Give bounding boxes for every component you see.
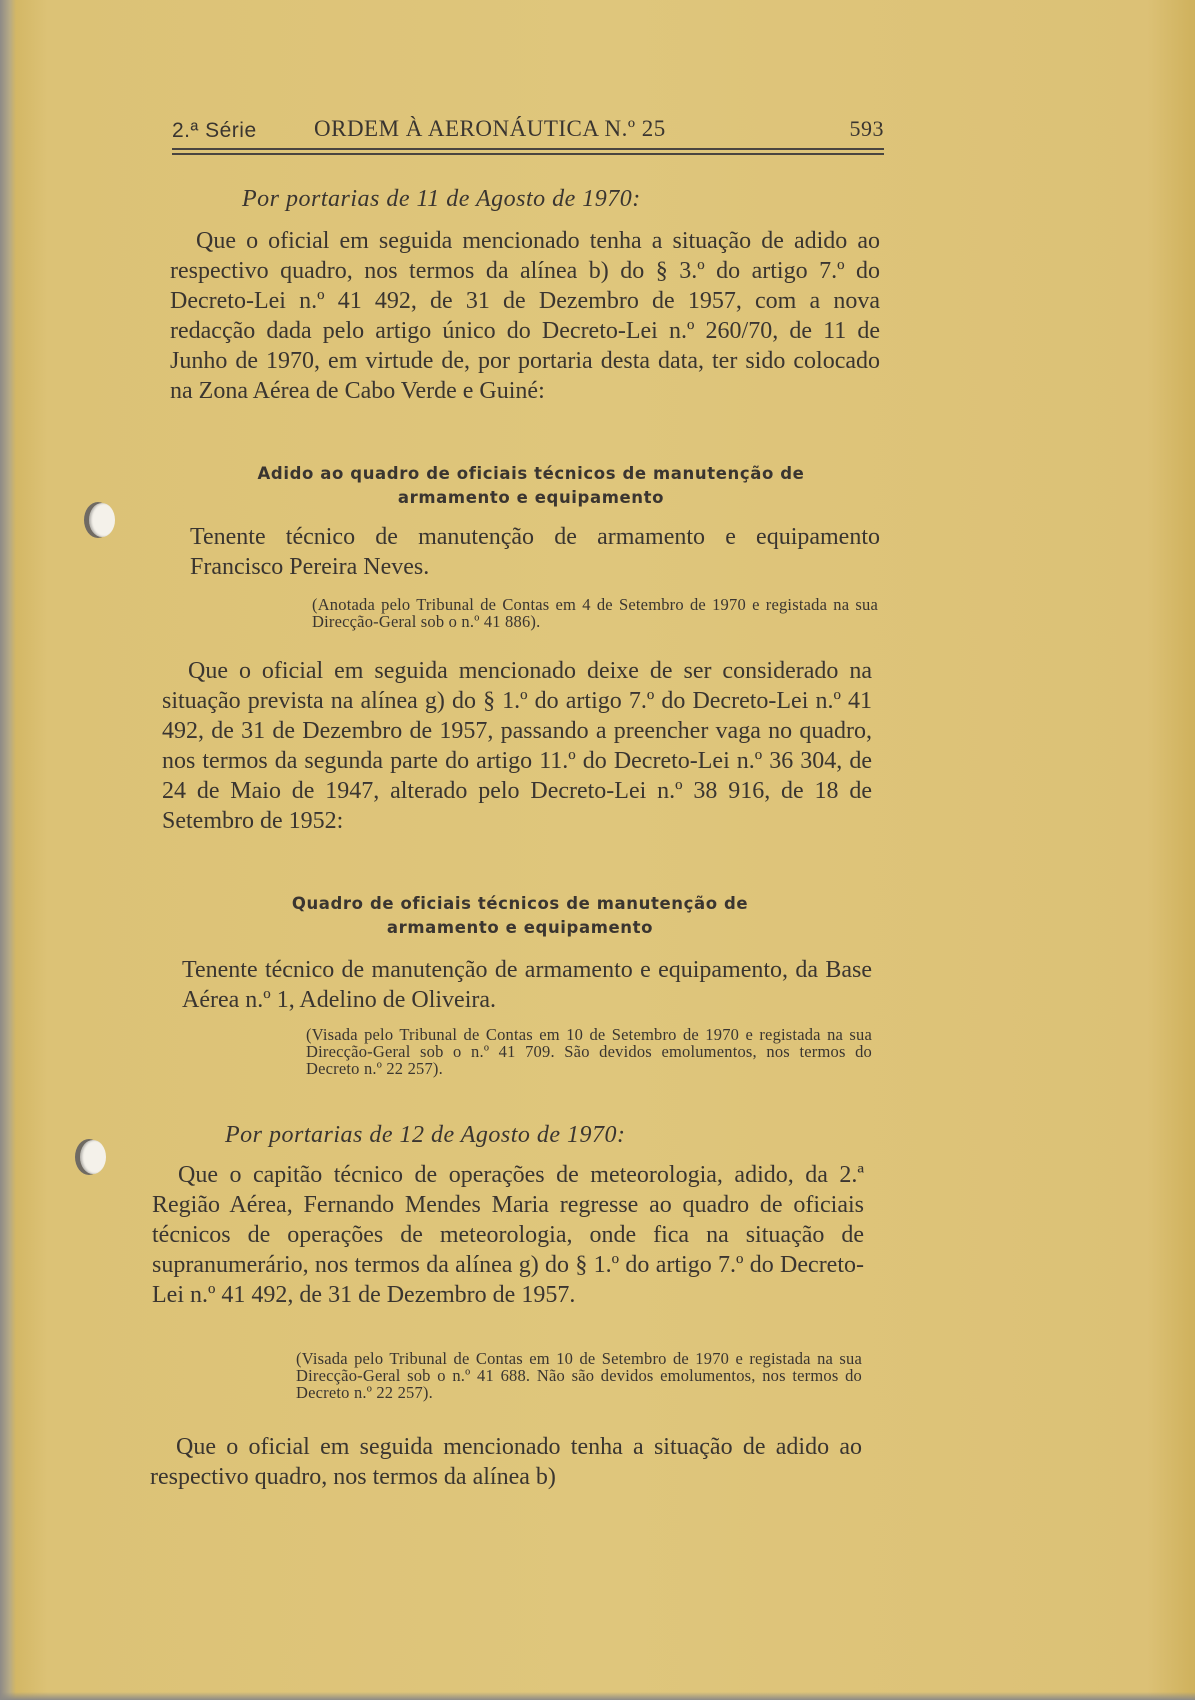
punch-hole xyxy=(89,503,115,537)
paragraph-text: Que o oficial em seguida mencionado deixe de ser considerado na situação prevista na alínea g) do § 1.º do artigo 7.º do Decreto-Lei n.º 41 492, de 31 de Dezembro de 1957, passando a preencher vaga no quadro, nos termos da segunda parte do artigo 11.º do Decreto-Lei n.º 36 304, de 24 de Maio de 1947, alterado pelo Decreto-Lei n.º 38 916, de 18 de Setembro de 1952: xyxy=(162,658,872,834)
entry-block xyxy=(190,522,880,582)
header-rule xyxy=(172,148,884,150)
section-intro: Por portarias de 12 de Agosto de 1970: xyxy=(225,1122,626,1148)
registration-note: (Anotada pelo Tribunal de Contas em 4 de Setembro de 1970 e registada na sua Direcção-Geral sob o n.º 41 886). xyxy=(312,595,878,631)
section-heading: Quadro de oficiais técnicos de manutenção de armamento e equipamento xyxy=(291,894,749,937)
section-paragraph xyxy=(170,226,880,406)
section-paragraph xyxy=(152,1160,864,1310)
registration-note: (Visada pelo Tribunal de Contas em 10 de Setembro de 1970 e registada na sua Direcção-Geral sob o n.º 41 709. São devidos emolumentos, nos termos do Decreto n.º 22 257). xyxy=(306,1025,872,1078)
entry-text: Tenente técnico de manutenção de armamento e equipamento Francisco Pereira Neves. xyxy=(190,524,880,580)
section-intro: Por portarias de 11 de Agosto de 1970: xyxy=(242,186,641,212)
section-paragraph xyxy=(150,1432,862,1492)
series-label: 2.ª Série xyxy=(172,119,257,142)
header-rule xyxy=(172,153,884,155)
entry-text: Tenente técnico de manutenção de armamento e equipamento, da Base Aérea n.º 1, Adelino de Oliveira. xyxy=(182,957,872,1013)
publication-title: ORDEM À AERONÁUTICA N.º 25 xyxy=(314,116,666,141)
page-header xyxy=(172,112,884,162)
paragraph-text: Que o oficial em seguida mencionado tenha a situação de adido ao respectivo quadro, nos termos da alínea b) xyxy=(150,1434,862,1490)
registration-note: (Visada pelo Tribunal de Contas em 10 de Setembro de 1970 e registada na sua Direcção-Geral sob o n.º 41 688. Não são devidos emolumentos, nos termos do Decreto n.º 22 257). xyxy=(296,1349,862,1402)
page-number: 593 xyxy=(849,116,884,141)
paragraph-text: Que o capitão técnico de operações de meteorologia, adido, da 2.ª Região Aérea, Fernando Mendes Maria regresse ao quadro de oficiais técnicos de operações de meteorologia, onde fica na situação de supranumerário, nos termos da alínea g) do § 1.º do artigo 7.º do Decreto-Lei n.º 41 492, de 31 de Dezembro de 1957. xyxy=(152,1162,864,1308)
section-heading: Adido ao quadro de oficiais técnicos de manutenção de armamento e equipamento xyxy=(257,464,805,507)
entry-block xyxy=(182,955,872,1015)
section-paragraph xyxy=(162,656,872,836)
paragraph-text: Que o oficial em seguida mencionado tenha a situação de adido ao respectivo quadro, nos termos da alínea b) do § 3.º do artigo 7.º do Decreto-Lei n.º 41 492, de 31 de Dezembro de 1957, com a nova redacção dada pelo artigo único do Decreto-Lei n.º 260/70, de 11 de Junho de 1970, em virtude de, por portaria desta data, ter sido colocado na Zona Aérea de Cabo Verde e Guiné: xyxy=(170,228,880,404)
punch-hole xyxy=(80,1140,106,1174)
